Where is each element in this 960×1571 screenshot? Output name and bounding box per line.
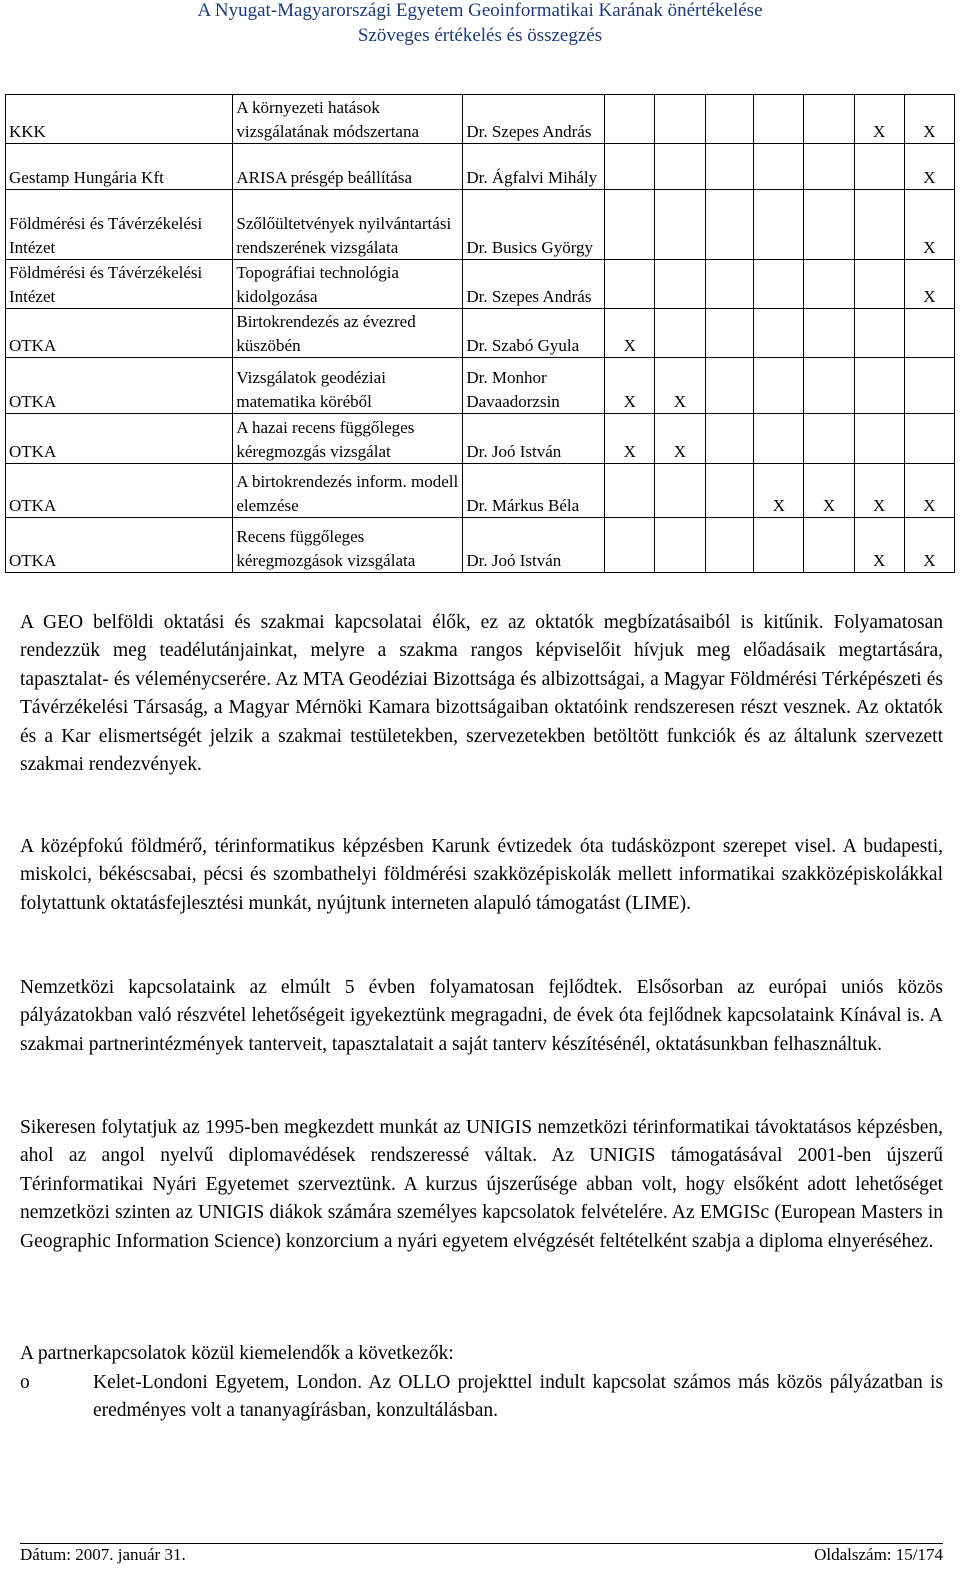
mark-cell: [705, 309, 754, 358]
mark-cell: [655, 260, 705, 309]
table-row: [6, 518, 955, 573]
table-row: [6, 144, 955, 190]
project-table-body: [6, 95, 955, 573]
leader-cell: Dr. Joó István: [463, 414, 605, 464]
partner-cell: KKK: [6, 95, 233, 144]
mark-cell: [655, 190, 705, 260]
mark-cell: X: [605, 358, 655, 414]
footer-divider: [20, 1543, 943, 1544]
partner-cell: Gestamp Hungária Kft: [6, 144, 233, 190]
mark-cell: [904, 358, 954, 414]
table-row: [6, 358, 955, 414]
mark-cell: [904, 414, 954, 464]
partner-cell: OTKA: [6, 464, 233, 518]
topic-cell: Birtokrendezés az évezred küszöbén: [233, 309, 463, 358]
mark-cell: X: [904, 518, 954, 573]
mark-cell: [754, 190, 804, 260]
paragraph-unigis: Sikeresen folytatjuk az 1995-ben megkezdett munkát az UNIGIS nemzetközi térinformatikai távoktatásos képzésben, ahol az angol nyelvű diplomavédések rendszeressé váltak. Az UNIGIS támogatásával 2001-ben újszerű Térinformatikai Nyári Egyetemet szerveztünk. A kurzus újszerűsége abban volt, hogy elsőként adott lehetőséget nemzetközi szinten az UNIGIS diákok számára személyes kapcsolatok felvételére. Az EMGISc (European Masters in Geographic Information Science) konzorcium a nyári egyetem elvégzését feltételként szabja a diploma elnyeréséhez.: [20, 1117, 943, 1252]
leader-cell: Dr. Szabó Gyula: [463, 309, 605, 358]
partner-cell: Földmérési és Távérzékelési Intézet: [6, 260, 233, 309]
mark-cell: [705, 95, 754, 144]
partner-cell: OTKA: [6, 414, 233, 464]
mark-cell: [754, 518, 804, 573]
mark-cell: [605, 144, 655, 190]
topic-cell: Vizsgálatok geodéziai matematika köréből: [233, 358, 463, 414]
mark-cell: X: [754, 464, 804, 518]
footer-page-number: Oldalszám: 15/174: [814, 1545, 943, 1564]
topic-cell: Szőlőültetvények nyilvántartási rendszerének vizsgálata: [233, 190, 463, 260]
mark-cell: X: [904, 190, 954, 260]
mark-cell: [605, 190, 655, 260]
page-header-title: A Nyugat-Magyarországi Egyetem Geoinformatikai Karának önértékelése: [197, 0, 763, 21]
mark-cell: X: [605, 309, 655, 358]
mark-cell: X: [904, 95, 954, 144]
mark-cell: X: [904, 464, 954, 518]
topic-cell: ARISA présgép beállítása: [233, 144, 463, 190]
mark-cell: [804, 190, 854, 260]
paragraph-partners-intro: A partnerkapcsolatok közül kiemelendők a következők:: [20, 1343, 454, 1364]
leader-cell: Dr. Szepes András: [463, 260, 605, 309]
topic-cell: A birtokrendezés inform. modell elemzése: [233, 464, 463, 518]
topic-cell: Topográfiai technológia kidolgozása: [233, 260, 463, 309]
mark-cell: [804, 144, 854, 190]
leader-cell: Dr. Szepes András: [463, 95, 605, 144]
mark-cell: [854, 309, 904, 358]
mark-cell: [854, 144, 904, 190]
mark-cell: [804, 95, 854, 144]
mark-cell: [705, 464, 754, 518]
mark-cell: [754, 95, 804, 144]
partner-cell: Földmérési és Távérzékelési Intézet: [6, 190, 233, 260]
mark-cell: X: [854, 95, 904, 144]
mark-cell: [605, 518, 655, 573]
mark-cell: [804, 309, 854, 358]
mark-cell: X: [804, 464, 854, 518]
mark-cell: [605, 95, 655, 144]
mark-cell: [655, 144, 705, 190]
leader-cell: Dr. Márkus Béla: [463, 464, 605, 518]
paragraph-secondary-education: A középfokú földmérő, térinformatikus képzésben Karunk évtizedek óta tudásközpont szerepet visel. A budapesti, miskolci, békéscsabai, pécsi és szombathelyi földmérési szakközépiskolák mellett informatikai szakközépiskolákkal folytattunk oktatásfejlesztési munkát, nyújtunk interneten alapuló támogatást (LIME).: [20, 836, 943, 914]
mark-cell: [754, 309, 804, 358]
mark-cell: [854, 358, 904, 414]
mark-cell: [605, 464, 655, 518]
mark-cell: [655, 309, 705, 358]
topic-cell: A környezeti hatások vizsgálatának módszertana: [233, 95, 463, 144]
mark-cell: X: [655, 358, 705, 414]
mark-cell: [754, 144, 804, 190]
mark-cell: [705, 358, 754, 414]
mark-cell: X: [605, 414, 655, 464]
leader-cell: Dr. Busics György: [463, 190, 605, 260]
paragraph-international-relations: Nemzetközi kapcsolataink az elmúlt 5 évben folyamatosan fejlődtek. Elsősorban az európai uniós közös pályázatokban való részvétel lehetőségeit igyekeztünk megragadni, de évek óta fejlődnek kapcsolataink Kínával is. A szakmai partnerintézmények tanterveit, tapasztalatait a saját tanterv készítésénél, oktatásunkban felhasználtuk.: [20, 977, 943, 1055]
topic-cell: A hazai recens függőleges kéregmozgás vizsgálat: [233, 414, 463, 464]
page-header-subtitle: Szöveges értékelés és összegzés: [357, 25, 603, 46]
mark-cell: [804, 414, 854, 464]
mark-cell: [904, 309, 954, 358]
bullet-text: Kelet-Londoni Egyetem, London. Az OLLO projekttel indult kapcsolat számos más közös pályázatban is eredményes volt a tananyagírásban, konzultálásban.: [93, 1372, 943, 1422]
mark-cell: [854, 260, 904, 309]
paragraph-domestic-relations: A GEO belföldi oktatási és szakmai kapcsolatai élők, ez az oktatók megbízatásaiból is kitűnik. Folyamatosan rendezzük meg teadélutánjainkat, melyre a szakma rangos képviselőit hívjuk meg előadásaik megtartására, tapasztalat- és véleménycserére. Az MTA Geodéziai Bizottsága és albizottságai, a Magyar Földmérési Térképészeti és Távérzékelési Társaság, a Magyar Mérnöki Kamara bizottságaiban oktatóink rendszeresen részt vesznek. Az oktatók és a Kar elismertségét jelzik a szakmai testületekben, szervezetekben betöltött funkciók és az általunk szervezett szakmai rendezvények.: [20, 612, 943, 776]
mark-cell: X: [854, 464, 904, 518]
mark-cell: [705, 144, 754, 190]
mark-cell: X: [904, 260, 954, 309]
leader-cell: Dr. Ágfalvi Mihály: [463, 144, 605, 190]
mark-cell: [655, 518, 705, 573]
mark-cell: [804, 260, 854, 309]
mark-cell: [705, 414, 754, 464]
mark-cell: [705, 260, 754, 309]
table-row: [6, 95, 955, 144]
mark-cell: [754, 358, 804, 414]
table-row: [6, 464, 955, 518]
table-row: [6, 414, 955, 464]
mark-cell: [705, 190, 754, 260]
leader-cell: Dr. Monhor Davaadorzsin: [463, 358, 605, 414]
partner-cell: OTKA: [6, 358, 233, 414]
table-row: [6, 190, 955, 260]
project-table: [5, 94, 955, 573]
leader-cell: Dr. Joó István: [463, 518, 605, 573]
footer-date: Dátum: 2007. január 31.: [20, 1545, 186, 1564]
mark-cell: [655, 95, 705, 144]
mark-cell: [804, 358, 854, 414]
mark-cell: [655, 464, 705, 518]
partner-list-item: [20, 1369, 943, 1426]
mark-cell: [754, 260, 804, 309]
mark-cell: [804, 518, 854, 573]
table-row: [6, 260, 955, 309]
partner-cell: OTKA: [6, 309, 233, 358]
mark-cell: [605, 260, 655, 309]
mark-cell: [705, 518, 754, 573]
partner-cell: OTKA: [6, 518, 233, 573]
bullet-marker: o: [20, 1372, 30, 1393]
mark-cell: X: [854, 518, 904, 573]
mark-cell: [854, 190, 904, 260]
mark-cell: [754, 414, 804, 464]
mark-cell: X: [655, 414, 705, 464]
mark-cell: [854, 414, 904, 464]
topic-cell: Recens függőleges kéregmozgások vizsgálata: [233, 518, 463, 573]
mark-cell: X: [904, 144, 954, 190]
table-row: [6, 309, 955, 358]
